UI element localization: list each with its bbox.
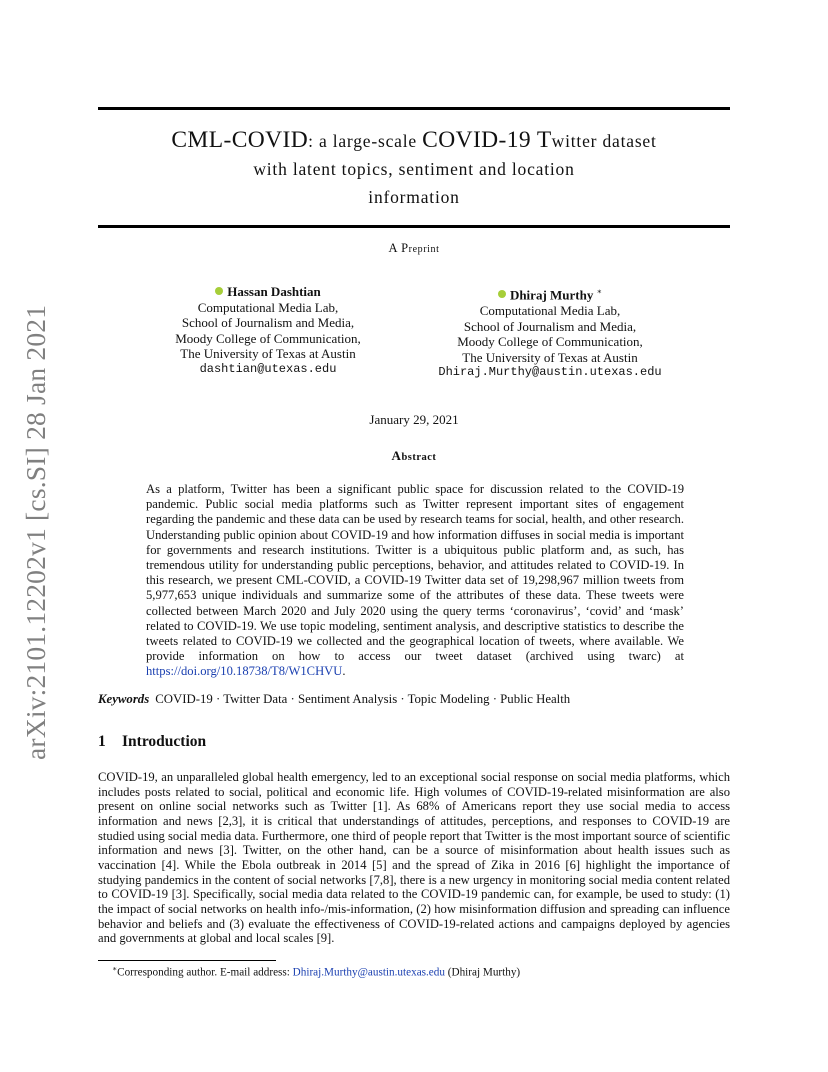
- keywords-label: Keywords: [98, 692, 150, 706]
- author-affiliation: The University of Texas at Austin: [180, 346, 356, 362]
- orcid-icon[interactable]: [498, 290, 506, 298]
- title-rule-bottom: [98, 225, 730, 228]
- footnote-rule: [98, 960, 276, 961]
- author-affiliation: Computational Media Lab,: [479, 302, 621, 318]
- corresponding-author-mark: ∗: [596, 287, 603, 296]
- footnote: ∗Corresponding author. E-mail address: Dhiraj.Murthy@austin.utexas.edu (Dhiraj Murthy): [112, 964, 521, 979]
- author-affiliation: School of Journalism and Media,: [181, 315, 355, 331]
- author-name: Hassan Dashtian: [227, 284, 321, 299]
- author-email: Dhiraj.Murthy@austin.utexas.edu: [438, 365, 662, 380]
- abstract-text: As a platform, Twitter has been a significant public space for discussion related to the COVID-19 pandemic. Public social media platforms such as Twitter represent important sites of engagement regarding the pandemic and these data can be used by research teams for social, health, and other research. Understanding public opinion about COVID-19 and how information diffuses in social media is important for governments and research institutions. Twitter is a ubiquitous public platform and, as such, has tremendous utility for understanding public perceptions, behavior, and attitudes related to COVID-19. In this research, we present CML-COVID, a COVID-19 Twitter data set of 19,298,967 million tweets from 5,977,653 unique individuals and summarize some of the attributes of these data. These tweets were collected between March 2020 and July 2020 using the query terms ‘coronavirus’, ‘covid’ and ‘mask’ related to COVID-19. We use topic modeling, sentiment analysis, and descriptive statistics to describe the tweets related to COVID-19 we collected and the geographical location of tweets, where available. We provide information on how to access our tweet dataset (archived using twarc) at https://doi.org/10.18738/T8/W1CHVU.: [146, 482, 684, 679]
- author-email: dashtian@utexas.edu: [199, 361, 337, 376]
- author-affiliation: Moody College of Communication,: [457, 334, 643, 350]
- author-affiliation: Computational Media Lab,: [197, 299, 339, 315]
- title-rule-top: [98, 107, 730, 110]
- publication-date: January 29, 2021: [369, 412, 459, 427]
- author-affiliation: School of Journalism and Media,: [463, 318, 637, 334]
- author-affiliation: The University of Texas at Austin: [462, 349, 638, 365]
- dataset-doi-link[interactable]: https://doi.org/10.18738/T8/W1CHVU: [146, 664, 343, 679]
- author-block-2: [430, 284, 670, 381]
- title-line-1: CML-COVID: a large-scale COVID-19 Twitter dataset: [171, 127, 657, 153]
- orcid-icon[interactable]: [215, 287, 223, 295]
- footnote-email-link[interactable]: Dhiraj.Murthy@austin.utexas.edu: [292, 966, 445, 979]
- arxiv-identifier: arXiv:2101.12202v1 [cs.SI] 28 Jan 2021: [20, 304, 51, 760]
- keywords-list: COVID-19 · Twitter Data · Sentiment Analysis · Topic Modeling · Public Health: [155, 692, 571, 706]
- paper-title: [98, 126, 730, 211]
- author-block-1: [148, 284, 388, 378]
- author-affiliation: Moody College of Communication,: [175, 330, 361, 346]
- introduction-paragraph: COVID-19, an unparalleled global health emergency, led to an exceptional social response on social media platforms, which includes posts related to social, political and economic life. High volumes of COVID-19-related misinformation are also present on online social networks such as Twitter [1]. As 68% of Americans report they use social media to access information and news [2,3], it is critical that understandings of attitudes, perceptions, and responses to COVID-19 are studied using social media data. Furthermore, one third of people report that Twitter is the most important source of scientific information and news [3]. Twitter, on the other hand, can be a source of misinformation about health issues such as vaccination [4]. While the Ebola outbreak in 2014 [5] and the spread of Zika in 2016 [6] highlight the importance of studying pandemics in the content of social networks [7,8], there is a new urgency in monitoring social media content related to COVID-19 [3]. Specifically, social media data related to the COVID-19 pandemic can, for example, be used to study: (1) the impact of social networks on health info-/mis-information, (2) how misinformation diffusion and spreading can influence behavior and beliefs and (3) evaluate the effectiveness of COVID-19-related actions and campaigns deployed by agencies and governments at global and local scales [9].: [98, 770, 730, 946]
- section-heading-introduction: 1 Introduction: [98, 733, 207, 750]
- author-name: Dhiraj Murthy: [509, 287, 594, 303]
- title-line-2: with latent topics, sentiment and location: [253, 159, 575, 179]
- keywords: [98, 692, 730, 707]
- preprint-label: A Preprint: [388, 241, 440, 255]
- abstract-heading: Abstract: [391, 448, 437, 463]
- title-line-3: information: [368, 187, 460, 207]
